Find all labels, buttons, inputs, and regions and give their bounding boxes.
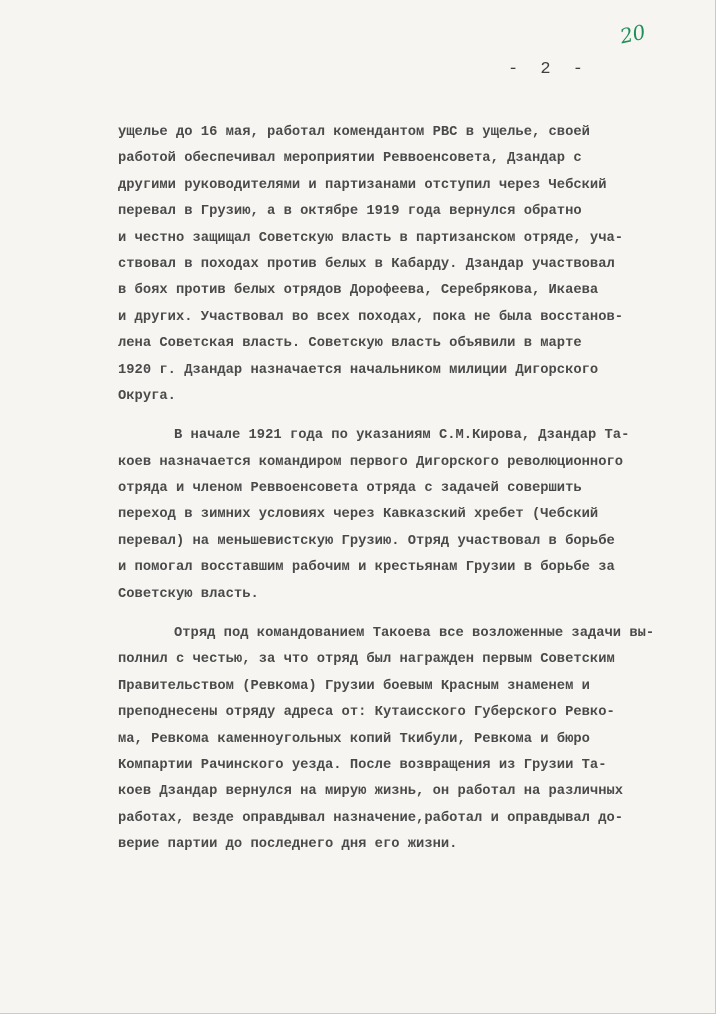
text-line: ствовал в походах против белых в Кабарду. Дзандар участвовал [118, 256, 615, 272]
text-line: Отряд под командованием Такоева все возложенные задачи вы- [174, 626, 655, 642]
archive-page-mark: 20 [617, 19, 648, 49]
document-body [118, 120, 698, 859]
text-line: перевал) на меньшевистскую Грузию. Отряд участвовал в борьбе [118, 533, 615, 549]
text-line: и честно защищал Советскую власть в партизанском отряде, уча- [118, 230, 624, 246]
text-line: ущелье до 16 мая, работал комендантом РВС в ущелье, своей [118, 125, 590, 140]
text-line: верие партии до последнего дня его жизни. [118, 837, 458, 853]
text-line: и помогал восставшим рабочим и крестьянам Грузии в борьбе за [118, 560, 615, 576]
text-line: работах, везде оправдывал назначение,работал и оправдывал до- [118, 810, 624, 826]
text-line: и других. Участвовал во всех походах, пока не была восстанов- [118, 309, 624, 325]
text-line: лена Советская власть. Советскую власть объявили в марте [118, 336, 582, 352]
page-number: - 2 - [508, 60, 590, 79]
text-line: перевал в Грузию, а в октябре 1919 года вернулся обратно [118, 204, 582, 220]
text-line: полнил с честью, за что отряд был награжден первым Советским [118, 652, 615, 668]
paragraph-spacer [118, 410, 698, 423]
text-line: Правительством (Ревкома) Грузии боевым Красным знаменем и [118, 678, 590, 694]
paragraph-spacer [118, 608, 698, 621]
paragraph-1 [118, 120, 698, 410]
paragraph-2 [118, 423, 698, 608]
text-line: Советскую власть. [118, 586, 259, 602]
text-line: в боях против белых отрядов Дорофеева, Серебрякова, Икаева [118, 283, 599, 299]
text-line: коев назначается командиром первого Дигорского революционного [118, 454, 624, 470]
text-line: переход в зимних условиях через Кавказский хребет (Чебский [118, 507, 599, 523]
text-line: преподнесены отряду адреса от: Кутаисского Губерского Ревко- [118, 705, 615, 721]
text-line: ма, Ревкома каменноугольных копий Ткибули, Ревкома и бюро [118, 731, 590, 747]
text-line: Округа. [118, 388, 176, 404]
text-line: В начале 1921 года по указаниям С.М.Кирова, Дзандар Та- [174, 428, 630, 444]
text-line: работой обеспечивал мероприятии Реввоенсовета, Дзандар с [118, 151, 582, 167]
text-line: 1920 г. Дзандар назначается начальником милиции Дигорского [118, 362, 599, 378]
text-line: другими руководителями и партизанами отступил через Чебский [118, 177, 607, 193]
paragraph-3 [118, 621, 698, 859]
text-line: Компартии Рачинского уезда. После возвращения из Грузии Та- [118, 757, 607, 773]
text-line: отряда и членом Реввоенсовета отряда с задачей совершить [118, 481, 582, 497]
text-line: коев Дзандар вернулся на мирую жизнь, он работал на различных [118, 784, 624, 800]
